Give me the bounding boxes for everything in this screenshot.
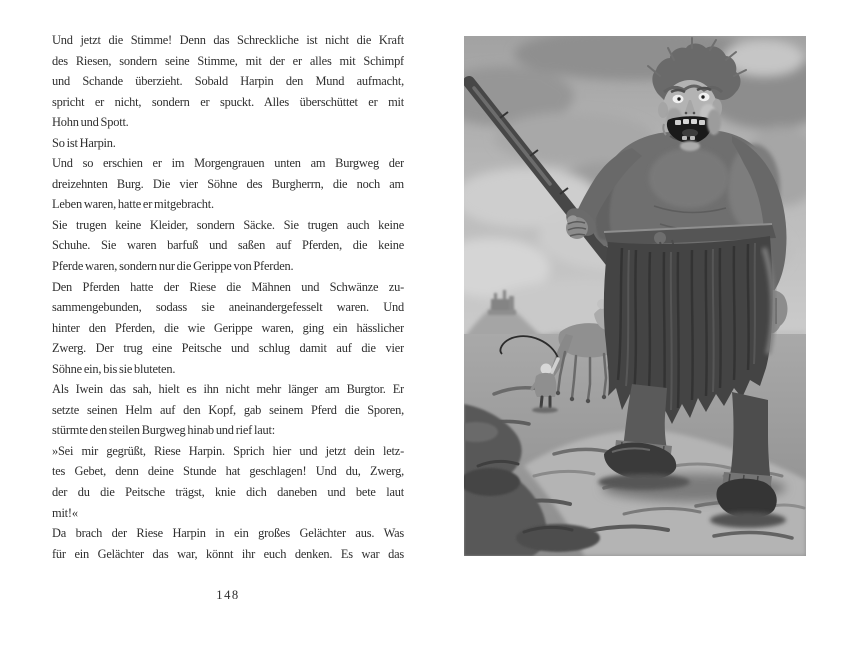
text-line: Pferde waren, sondern nur die Gerippe von Pferden.: [52, 259, 294, 274]
text-line: Zwerg. Der trug eine Peitsche und schlug damit auf die vier: [52, 341, 404, 356]
text-line: tes Gebet, denn deine Stunde hat geschlagen! Und du, Zwerg,: [52, 464, 404, 479]
text-line: für ein Gelächter das war, könnt ihr euch denken. Es war das: [52, 546, 404, 561]
page-number: 148: [216, 588, 240, 602]
text-line: »Sei mir gegrüßt, Riese Harpin. Sprich hier und jetzt dein letz-: [52, 443, 404, 458]
text-line: dreizehnten Burg. Die vier Söhne des Burgherrn, die noch am: [52, 176, 404, 191]
text-line: des Riesen, sondern seine Stimme, mit der er alles mit Schimpf: [52, 53, 404, 68]
text-line: hinter den Pferden, die wie Gerippe waren, ging ein hässlicher: [52, 320, 404, 335]
text-line: Und jetzt die Stimme! Denn das Schreckliche ist nicht die Kraft: [52, 33, 404, 47]
text-line: So ist Harpin.: [52, 135, 116, 150]
left-page-text: [52, 30, 404, 564]
text-line: mit!«: [52, 505, 78, 520]
text-line: Hohn und Spott.: [52, 115, 129, 130]
text-line: setzte seinen Helm auf den Kopf, gab seinem Pferd die Sporen,: [52, 402, 404, 417]
text-line: Leben waren, hatte er mitgebracht.: [52, 197, 214, 212]
text-line: der du die Peitsche trägst, knie dich daneben und bete laut: [52, 485, 404, 500]
text-line: Schuhe. Sie waren barfuß und saßen auf Pferden, die keine: [52, 238, 404, 253]
illustration-giant-harpin: [464, 36, 806, 556]
text-line: Söhne ein, bis sie bluteten.: [52, 361, 176, 376]
illustration-canvas: [464, 36, 806, 556]
text-line: stürmte den steilen Burgweg hinab und rief laut:: [52, 423, 276, 438]
text-line: Als Iwein das sah, hielt es ihn nicht mehr länger am Burgtor. Er: [52, 382, 404, 397]
text-line: und Schande überzieht. Sobald Harpin den Mund aufmacht,: [52, 74, 404, 89]
text-line: Den Pferden hatte der Riese die Mähnen und Schwänze zu-: [52, 279, 404, 294]
text-line: sammengebunden, sodass sie aneinandergefesselt waren. Und: [52, 300, 404, 315]
text-line: spricht er nicht, sondern er spuckt. Alles überschüttet er mit: [52, 94, 404, 109]
text-line: Sie trugen keine Kleider, sondern Säcke. Sie trugen auch keine: [52, 217, 404, 232]
text-line: Da brach der Riese Harpin in ein großes Gelächter aus. Was: [52, 526, 404, 541]
text-line: Und so erschien er im Morgengrauen unten am Burgweg der: [52, 156, 404, 171]
